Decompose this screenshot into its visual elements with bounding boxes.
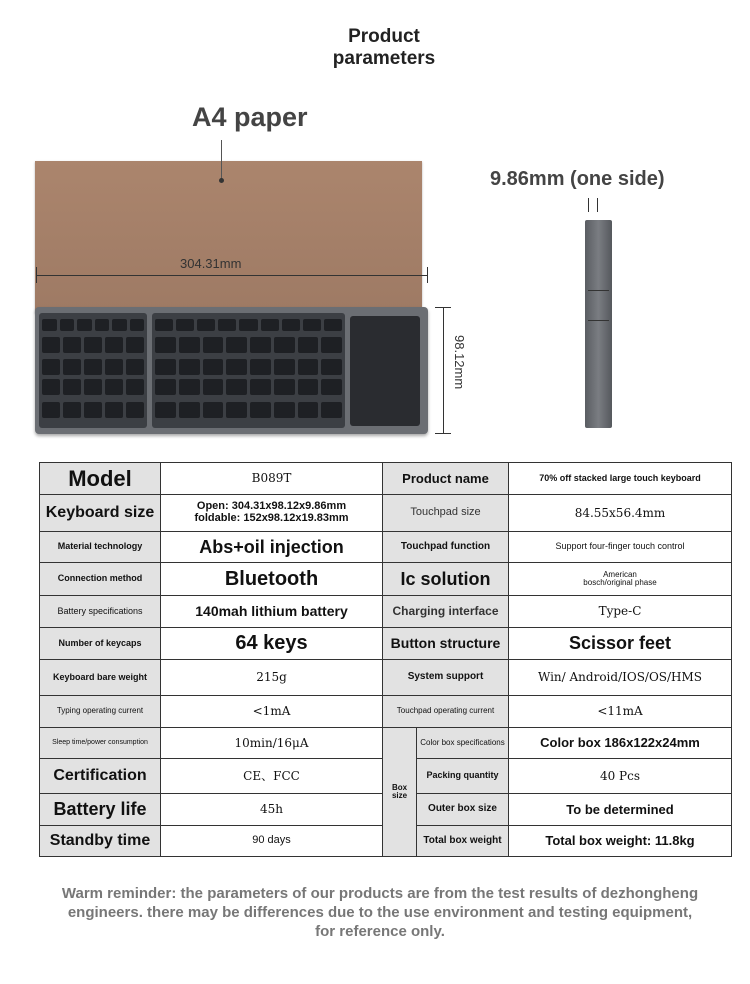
note-line-1: Warm reminder: the parameters of our products are from the test results of dezhongheng — [61, 885, 699, 902]
box-size-label: Box size — [383, 728, 417, 857]
keycap — [203, 359, 224, 375]
spec-table — [39, 462, 732, 857]
keycap — [84, 337, 102, 353]
keycap — [298, 402, 319, 418]
table-row — [40, 596, 732, 628]
keycap — [60, 319, 75, 331]
keycap — [203, 337, 224, 353]
keycap — [250, 337, 271, 353]
keycap — [239, 319, 257, 331]
table-row — [40, 728, 732, 759]
table-row — [40, 563, 732, 596]
keycap — [126, 402, 144, 418]
keycap — [105, 379, 123, 395]
thickness-tick — [588, 198, 598, 212]
keyboard-size-open: Open: 304.31x98.12x9.86mm — [196, 500, 347, 513]
keycap — [179, 379, 200, 395]
ic-value-2: bosch/original phase — [583, 578, 657, 587]
keycap — [179, 337, 200, 353]
keycap — [112, 319, 127, 331]
total-weight-value: Total box weight: 11.8kg — [509, 826, 732, 857]
side-hinge-line — [588, 290, 609, 291]
keycap — [218, 319, 236, 331]
total-weight-label: Total box weight — [417, 826, 509, 857]
keycap — [63, 337, 81, 353]
outer-box-value: To be determined — [509, 794, 732, 826]
charging-label: Charging interface — [383, 596, 509, 628]
keycap — [250, 402, 271, 418]
keycap — [42, 337, 60, 353]
color-box-value: Color box 186x122x24mm — [509, 728, 732, 759]
keycap — [42, 319, 57, 331]
note-line-2: engineers. there may be differences due to the use environment and testing equipment, — [67, 904, 693, 921]
ic-label: Ic solution — [383, 563, 509, 596]
keycap — [84, 379, 102, 395]
keycap — [126, 379, 144, 395]
keycap — [155, 359, 176, 375]
material-value: Abs+oil injection — [161, 532, 383, 563]
ic-value — [509, 563, 732, 596]
sleep-label: Sleep time/power consumption — [40, 728, 161, 759]
keycap — [321, 402, 342, 418]
battery-spec-label: Battery specifications — [40, 596, 161, 628]
a4-paper-image — [35, 161, 422, 313]
keycap — [179, 359, 200, 375]
keycap — [321, 359, 342, 375]
a4-pointer-dot — [219, 178, 224, 183]
keycap — [203, 402, 224, 418]
keycap — [261, 319, 279, 331]
touchpad-current-value: <11mA — [509, 696, 732, 728]
table-row — [40, 696, 732, 728]
connection-label: Connection method — [40, 563, 161, 596]
keycap — [324, 319, 342, 331]
keycap — [250, 379, 271, 395]
keycap — [155, 402, 176, 418]
typing-current-label: Typing operating current — [40, 696, 161, 728]
model-label: Model — [40, 463, 161, 495]
thickness-label: 9.86mm (one side) — [490, 168, 665, 190]
keycap — [226, 402, 247, 418]
typing-current-value: <1mA — [161, 696, 383, 728]
keycap — [250, 359, 271, 375]
keycap — [274, 337, 295, 353]
button-structure-value: Scissor feet — [509, 628, 732, 660]
table-row — [40, 495, 732, 532]
keycap — [63, 359, 81, 375]
sleep-value: 10min/16μA — [161, 728, 383, 759]
width-dimension-line — [36, 275, 428, 276]
charging-value: Type-C — [509, 596, 732, 628]
color-box-label: Color box specifications — [417, 728, 509, 759]
keyboard-size-fold: foldable: 152x98.12x19.83mm — [194, 512, 349, 524]
touchpad-panel — [350, 316, 420, 426]
keycap — [105, 337, 123, 353]
keycap — [155, 319, 173, 331]
touchpad-size-value: 84.55x56.4mm — [509, 495, 732, 532]
keycap — [63, 402, 81, 418]
keycap — [84, 402, 102, 418]
model-value: B089T — [161, 463, 383, 495]
table-row — [40, 532, 732, 563]
ic-value-1: American — [603, 569, 637, 579]
keycap — [155, 379, 176, 395]
height-dimension-line — [443, 307, 444, 434]
keycaps-value: 64 keys — [161, 628, 383, 660]
standby-label: Standby time — [40, 826, 161, 857]
keycap — [130, 319, 145, 331]
keycap — [274, 359, 295, 375]
button-structure-label: Button structure — [383, 628, 509, 660]
product-name-label: Product name — [383, 463, 509, 495]
keycap — [298, 379, 319, 395]
battery-life-label: Battery life — [40, 794, 161, 826]
keycap — [282, 319, 300, 331]
outer-box-label: Outer box size — [417, 794, 509, 826]
keycap — [105, 402, 123, 418]
packing-label: Packing quantity — [417, 759, 509, 794]
certification-value: CE、FCC — [161, 759, 383, 794]
keycap — [84, 359, 102, 375]
page-title — [0, 26, 750, 70]
touchpad-current-label: Touchpad operating current — [383, 696, 509, 728]
keycap — [298, 337, 319, 353]
keycap — [203, 379, 224, 395]
weight-label: Keyboard bare weight — [40, 660, 161, 696]
standby-value: 90 days — [161, 826, 383, 857]
height-dimension-label: 98.12mm — [452, 335, 467, 390]
keycap — [63, 379, 81, 395]
table-row — [40, 660, 732, 696]
keycap — [95, 319, 110, 331]
material-label: Material technology — [40, 532, 161, 563]
connection-value: Bluetooth — [161, 563, 383, 596]
keycap — [42, 359, 60, 375]
keycaps-label: Number of keycaps — [40, 628, 161, 660]
keyboard-size-value — [161, 495, 383, 532]
keyboard-size-label: Keyboard size — [40, 495, 161, 532]
a4-paper-label: A4 paper — [192, 102, 308, 132]
keyboard-side-image — [585, 220, 612, 428]
table-row — [40, 463, 732, 495]
touchpad-size-label: Touchpad size — [383, 495, 509, 532]
keycap — [155, 337, 176, 353]
weight-value: 215g — [161, 660, 383, 696]
keyboard-image — [35, 307, 428, 434]
system-support-value: Win/ Android/IOS/OS/HMS — [509, 660, 732, 696]
title-line-1: Product — [348, 26, 420, 47]
keycap — [303, 319, 321, 331]
width-dimension-label: 304.31mm — [180, 256, 242, 271]
keycap — [105, 359, 123, 375]
table-row — [40, 628, 732, 660]
product-name-value: 70% off stacked large touch keyboard — [509, 463, 732, 495]
battery-spec-value: 140mah lithium battery — [161, 596, 383, 628]
keycap — [179, 402, 200, 418]
certification-label: Certification — [40, 759, 161, 794]
keycap — [274, 402, 295, 418]
keycap — [226, 337, 247, 353]
system-support-label: System support — [383, 660, 509, 696]
keycap — [298, 359, 319, 375]
touchpad-function-value: Support four-finger touch control — [509, 532, 732, 563]
keycap — [126, 359, 144, 375]
packing-value: 40 Pcs — [509, 759, 732, 794]
keycap — [321, 379, 342, 395]
keycap — [226, 379, 247, 395]
title-line-2: parameters — [332, 48, 436, 69]
keycap — [226, 359, 247, 375]
note-line-3: for reference only. — [315, 923, 445, 940]
keycap — [321, 337, 342, 353]
keycap — [176, 319, 194, 331]
a4-pointer-line — [221, 140, 222, 180]
keycap — [42, 402, 60, 418]
warm-reminder-note — [30, 884, 730, 941]
keycap — [42, 379, 60, 395]
keycap — [274, 379, 295, 395]
keycap — [126, 337, 144, 353]
battery-life-value: 45h — [161, 794, 383, 826]
touchpad-function-label: Touchpad function — [383, 532, 509, 563]
keycap — [77, 319, 92, 331]
side-hinge-line — [588, 320, 609, 321]
keycap — [197, 319, 215, 331]
